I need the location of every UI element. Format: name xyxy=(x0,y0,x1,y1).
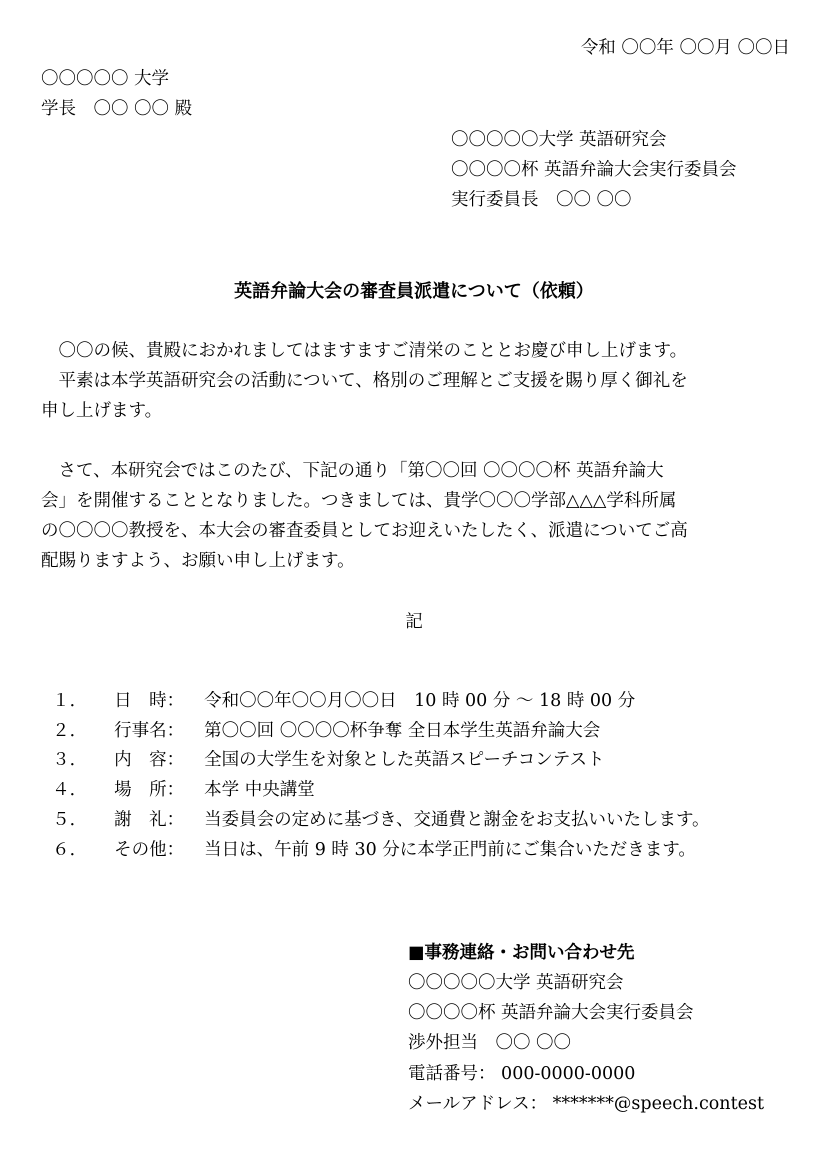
item-label: 謝 礼： xyxy=(114,809,185,830)
body-line: 平素は本学英語研究会の活動について、格別のご理解とご支援を賜り厚く御礼を xyxy=(41,371,688,391)
body-line: 会」を開催することとなりました。つきましては、貴学〇〇〇学部△△△学科所属 xyxy=(41,491,677,511)
contact-phone: 電話番号： 000-0000-0000 xyxy=(408,1064,636,1084)
item-value: 当委員会の定めに基づき、交通費と謝金をお支払いいたします。 xyxy=(204,809,710,830)
item-value: 当日は、午前 9 時 30 分に本学正門前にご集合いただきます。 xyxy=(204,839,696,860)
letter-title: 英語弁論大会の審査員派遣について（依頼） xyxy=(234,281,594,302)
contact-email: メールアドレス： *******@speech.contest xyxy=(408,1094,764,1114)
item-value: 第〇〇回 〇〇〇〇杯争奪 全日本学生英語弁論大会 xyxy=(204,720,601,741)
ki-heading: 記 xyxy=(405,612,423,632)
body-line: 配賜りますよう、お願い申し上げます。 xyxy=(41,551,355,571)
item-value: 全国の大学生を対象とした英語スピーチコンテスト xyxy=(204,749,605,770)
item-label: 行事名： xyxy=(114,720,185,741)
item-label: 日 時： xyxy=(114,690,185,711)
sender-committee: 〇〇〇〇杯 英語弁論大会実行委員会 xyxy=(451,160,737,180)
item-label: 内 容： xyxy=(114,749,185,770)
recipient-president: 学長 〇〇 〇〇 殿 xyxy=(41,99,193,119)
letter-date: 令和 〇〇年 〇〇月 〇〇日 xyxy=(580,38,790,58)
contact-club: 〇〇〇〇〇大学 英語研究会 xyxy=(408,973,624,993)
item-number: ２． xyxy=(52,720,88,741)
contact-person: 渉外担当 〇〇 〇〇 xyxy=(408,1033,572,1053)
detail-item xyxy=(41,824,696,859)
item-number: １． xyxy=(52,690,88,711)
body-line: さて、本研究会ではこのたび、下記の通り「第〇〇回 〇〇〇〇杯 英語弁論大 xyxy=(41,461,664,481)
contact-heading: ■事務連絡・お問い合わせ先 xyxy=(408,943,635,963)
recipient-university: 〇〇〇〇〇 大学 xyxy=(41,69,170,89)
body-line: の〇〇〇〇教授を、本大会の審査委員としてお迎えいたしたく、派遣についてご高 xyxy=(41,521,688,541)
item-number: ５． xyxy=(52,809,88,830)
sender-chair: 実行委員長 〇〇 〇〇 xyxy=(451,190,632,210)
item-label: 場 所： xyxy=(114,779,185,800)
item-number: ４． xyxy=(52,779,88,800)
item-number: ３． xyxy=(52,749,88,770)
item-value: 令和〇〇年〇〇月〇〇日 10 時 00 分 ～ 18 時 00 分 xyxy=(204,690,636,711)
sender-club: 〇〇〇〇〇大学 英語研究会 xyxy=(451,130,667,150)
item-label: その他： xyxy=(114,839,185,860)
body-line: 申し上げます。 xyxy=(41,401,163,421)
item-number: ６． xyxy=(52,839,88,860)
contact-committee: 〇〇〇〇杯 英語弁論大会実行委員会 xyxy=(408,1003,694,1023)
body-line: 〇〇の候、貴殿におかれましてはますますご清栄のこととお慶び申し上げます。 xyxy=(41,341,688,361)
item-value: 本学 中央講堂 xyxy=(204,779,315,800)
